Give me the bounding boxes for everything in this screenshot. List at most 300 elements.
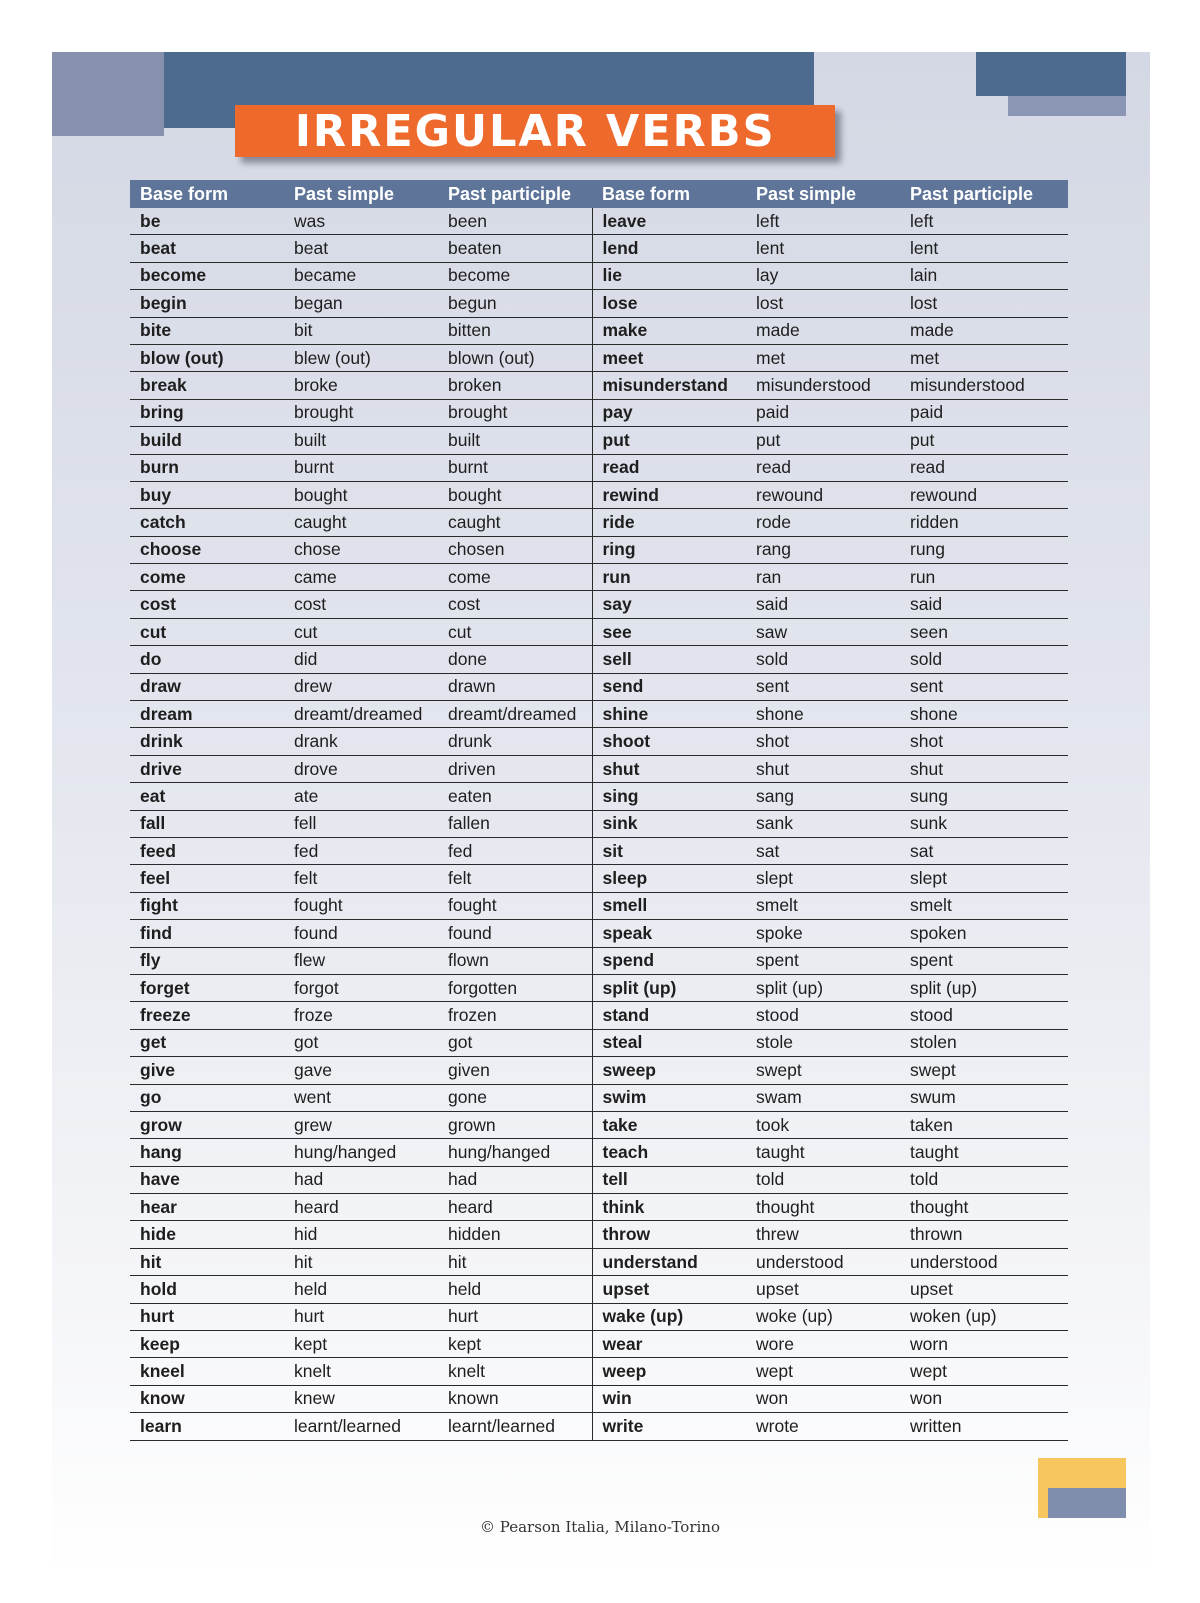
left-base-form-cell: know xyxy=(130,1385,284,1412)
left-past-participle-cell: chosen xyxy=(438,536,592,563)
left-past-participle-cell: eaten xyxy=(438,783,592,810)
right-past-participle-cell: woken (up) xyxy=(900,1303,1068,1330)
table-row xyxy=(130,290,1068,317)
table-row xyxy=(130,1166,1068,1193)
right-base-form-cell: lie xyxy=(592,262,746,289)
right-base-form-cell: wear xyxy=(592,1331,746,1358)
left-past-participle-cell: learnt/learned xyxy=(438,1413,592,1440)
left-base-form-cell: bring xyxy=(130,399,284,426)
table-row xyxy=(130,1303,1068,1330)
right-past-participle-cell: ridden xyxy=(900,509,1068,536)
right-past-simple-cell: rewound xyxy=(746,481,900,508)
right-base-form-cell: send xyxy=(592,673,746,700)
right-past-simple-cell: spoke xyxy=(746,920,900,947)
left-past-participle-cell: held xyxy=(438,1276,592,1303)
table-row xyxy=(130,262,1068,289)
table-row xyxy=(130,783,1068,810)
header-past-participle: Past participle xyxy=(438,180,592,208)
right-past-participle-cell: said xyxy=(900,591,1068,618)
left-past-participle-cell: hidden xyxy=(438,1221,592,1248)
table-row xyxy=(130,1194,1068,1221)
left-past-participle-cell: kept xyxy=(438,1331,592,1358)
left-base-form-cell: feel xyxy=(130,865,284,892)
left-base-form-cell: kneel xyxy=(130,1358,284,1385)
irregular-verbs-table xyxy=(130,180,1068,1441)
left-past-simple-cell: felt xyxy=(284,865,438,892)
decor-block-slate-left xyxy=(52,52,164,136)
right-past-participle-cell: run xyxy=(900,564,1068,591)
right-past-participle-cell: lent xyxy=(900,235,1068,262)
left-past-participle-cell: fought xyxy=(438,892,592,919)
right-base-form-cell: make xyxy=(592,317,746,344)
left-past-participle-cell: come xyxy=(438,564,592,591)
table-row xyxy=(130,454,1068,481)
left-base-form-cell: eat xyxy=(130,783,284,810)
left-base-form-cell: catch xyxy=(130,509,284,536)
right-base-form-cell: swim xyxy=(592,1084,746,1111)
right-past-simple-cell: left xyxy=(746,208,900,235)
right-past-simple-cell: sent xyxy=(746,673,900,700)
right-past-simple-cell: saw xyxy=(746,618,900,645)
table-row xyxy=(130,344,1068,371)
table-row xyxy=(130,728,1068,755)
left-past-participle-cell: frozen xyxy=(438,1002,592,1029)
table-row xyxy=(130,208,1068,235)
right-past-simple-cell: paid xyxy=(746,399,900,426)
left-base-form-cell: hear xyxy=(130,1194,284,1221)
left-past-participle-cell: grown xyxy=(438,1111,592,1138)
left-past-simple-cell: cut xyxy=(284,618,438,645)
right-past-simple-cell: wrote xyxy=(746,1413,900,1440)
left-past-simple-cell: got xyxy=(284,1029,438,1056)
right-past-simple-cell: lost xyxy=(746,290,900,317)
left-past-simple-cell: bought xyxy=(284,481,438,508)
table-row xyxy=(130,1221,1068,1248)
left-past-simple-cell: gave xyxy=(284,1057,438,1084)
left-base-form-cell: do xyxy=(130,646,284,673)
left-past-simple-cell: chose xyxy=(284,536,438,563)
right-past-simple-cell: spent xyxy=(746,947,900,974)
right-past-simple-cell: threw xyxy=(746,1221,900,1248)
left-base-form-cell: cost xyxy=(130,591,284,618)
left-base-form-cell: learn xyxy=(130,1413,284,1440)
right-past-participle-cell: taken xyxy=(900,1111,1068,1138)
right-base-form-cell: teach xyxy=(592,1139,746,1166)
table-row xyxy=(130,865,1068,892)
right-past-simple-cell: split (up) xyxy=(746,974,900,1001)
table-row xyxy=(130,837,1068,864)
table-row xyxy=(130,892,1068,919)
left-base-form-cell: go xyxy=(130,1084,284,1111)
right-base-form-cell: leave xyxy=(592,208,746,235)
left-past-simple-cell: froze xyxy=(284,1002,438,1029)
right-past-participle-cell: sent xyxy=(900,673,1068,700)
table-row xyxy=(130,591,1068,618)
left-base-form-cell: keep xyxy=(130,1331,284,1358)
left-base-form-cell: begin xyxy=(130,290,284,317)
left-base-form-cell: be xyxy=(130,208,284,235)
left-past-participle-cell: gone xyxy=(438,1084,592,1111)
left-past-simple-cell: was xyxy=(284,208,438,235)
left-past-participle-cell: knelt xyxy=(438,1358,592,1385)
table-row xyxy=(130,1057,1068,1084)
right-past-simple-cell: won xyxy=(746,1385,900,1412)
right-past-participle-cell: smelt xyxy=(900,892,1068,919)
right-base-form-cell: sell xyxy=(592,646,746,673)
left-past-participle-cell: built xyxy=(438,427,592,454)
right-past-participle-cell: sold xyxy=(900,646,1068,673)
right-base-form-cell: stand xyxy=(592,1002,746,1029)
header-past-simple: Past simple xyxy=(284,180,438,208)
left-past-simple-cell: fell xyxy=(284,810,438,837)
left-past-simple-cell: learnt/learned xyxy=(284,1413,438,1440)
left-past-participle-cell: given xyxy=(438,1057,592,1084)
header-base-form: Base form xyxy=(592,180,746,208)
right-past-simple-cell: upset xyxy=(746,1276,900,1303)
right-base-form-cell: upset xyxy=(592,1276,746,1303)
left-past-participle-cell: felt xyxy=(438,865,592,892)
left-past-participle-cell: flown xyxy=(438,947,592,974)
left-base-form-cell: get xyxy=(130,1029,284,1056)
right-past-participle-cell: slept xyxy=(900,865,1068,892)
table-row xyxy=(130,427,1068,454)
left-past-participle-cell: had xyxy=(438,1166,592,1193)
right-past-participle-cell: upset xyxy=(900,1276,1068,1303)
right-past-simple-cell: ran xyxy=(746,564,900,591)
right-past-participle-cell: lain xyxy=(900,262,1068,289)
left-past-participle-cell: beaten xyxy=(438,235,592,262)
left-past-participle-cell: fed xyxy=(438,837,592,864)
left-base-form-cell: hurt xyxy=(130,1303,284,1330)
left-past-participle-cell: drunk xyxy=(438,728,592,755)
left-past-simple-cell: kept xyxy=(284,1331,438,1358)
right-past-participle-cell: swept xyxy=(900,1057,1068,1084)
left-past-participle-cell: driven xyxy=(438,755,592,782)
right-past-participle-cell: left xyxy=(900,208,1068,235)
left-base-form-cell: break xyxy=(130,372,284,399)
right-base-form-cell: take xyxy=(592,1111,746,1138)
left-past-simple-cell: hid xyxy=(284,1221,438,1248)
left-past-participle-cell: cut xyxy=(438,618,592,645)
right-past-simple-cell: stole xyxy=(746,1029,900,1056)
left-past-simple-cell: did xyxy=(284,646,438,673)
left-past-participle-cell: hung/hanged xyxy=(438,1139,592,1166)
left-base-form-cell: hit xyxy=(130,1248,284,1275)
right-past-participle-cell: split (up) xyxy=(900,974,1068,1001)
left-past-participle-cell: hurt xyxy=(438,1303,592,1330)
right-base-form-cell: smell xyxy=(592,892,746,919)
right-base-form-cell: lose xyxy=(592,290,746,317)
left-past-simple-cell: hit xyxy=(284,1248,438,1275)
left-past-participle-cell: broken xyxy=(438,372,592,399)
right-past-simple-cell: shone xyxy=(746,701,900,728)
header-base-form: Base form xyxy=(130,180,284,208)
table-row xyxy=(130,810,1068,837)
left-base-form-cell: choose xyxy=(130,536,284,563)
left-past-participle-cell: brought xyxy=(438,399,592,426)
right-base-form-cell: weep xyxy=(592,1358,746,1385)
left-past-participle-cell: caught xyxy=(438,509,592,536)
left-past-simple-cell: forgot xyxy=(284,974,438,1001)
table-row xyxy=(130,1111,1068,1138)
right-base-form-cell: think xyxy=(592,1194,746,1221)
table-header-row xyxy=(130,180,1068,208)
table-row xyxy=(130,974,1068,1001)
right-past-simple-cell: slept xyxy=(746,865,900,892)
right-base-form-cell: wake (up) xyxy=(592,1303,746,1330)
right-past-simple-cell: sang xyxy=(746,783,900,810)
page-title: IRREGULAR VERBS xyxy=(294,105,776,157)
left-base-form-cell: fight xyxy=(130,892,284,919)
right-past-participle-cell: won xyxy=(900,1385,1068,1412)
title-banner xyxy=(235,105,835,157)
right-past-simple-cell: rode xyxy=(746,509,900,536)
left-past-simple-cell: came xyxy=(284,564,438,591)
right-past-participle-cell: stood xyxy=(900,1002,1068,1029)
left-past-simple-cell: cost xyxy=(284,591,438,618)
right-base-form-cell: shine xyxy=(592,701,746,728)
left-base-form-cell: feed xyxy=(130,837,284,864)
right-base-form-cell: sing xyxy=(592,783,746,810)
left-past-participle-cell: hit xyxy=(438,1248,592,1275)
left-base-form-cell: buy xyxy=(130,481,284,508)
right-past-simple-cell: said xyxy=(746,591,900,618)
left-past-simple-cell: caught xyxy=(284,509,438,536)
right-past-simple-cell: swam xyxy=(746,1084,900,1111)
left-past-simple-cell: had xyxy=(284,1166,438,1193)
right-base-form-cell: sweep xyxy=(592,1057,746,1084)
right-past-simple-cell: smelt xyxy=(746,892,900,919)
right-past-participle-cell: met xyxy=(900,344,1068,371)
table-row xyxy=(130,755,1068,782)
left-past-simple-cell: hung/hanged xyxy=(284,1139,438,1166)
right-past-simple-cell: understood xyxy=(746,1248,900,1275)
right-base-form-cell: tell xyxy=(592,1166,746,1193)
table-row xyxy=(130,399,1068,426)
right-base-form-cell: misunderstand xyxy=(592,372,746,399)
left-past-participle-cell: become xyxy=(438,262,592,289)
left-past-simple-cell: held xyxy=(284,1276,438,1303)
right-base-form-cell: pay xyxy=(592,399,746,426)
table-row xyxy=(130,1002,1068,1029)
right-past-simple-cell: swept xyxy=(746,1057,900,1084)
decor-block-slate-right xyxy=(1008,96,1126,116)
left-base-form-cell: dream xyxy=(130,701,284,728)
left-base-form-cell: drive xyxy=(130,755,284,782)
right-past-participle-cell: understood xyxy=(900,1248,1068,1275)
left-base-form-cell: beat xyxy=(130,235,284,262)
table-row xyxy=(130,481,1068,508)
right-base-form-cell: win xyxy=(592,1385,746,1412)
right-base-form-cell: understand xyxy=(592,1248,746,1275)
table-row xyxy=(130,509,1068,536)
left-past-simple-cell: became xyxy=(284,262,438,289)
right-past-simple-cell: made xyxy=(746,317,900,344)
left-past-participle-cell: heard xyxy=(438,1194,592,1221)
table-row xyxy=(130,920,1068,947)
right-past-participle-cell: misunderstood xyxy=(900,372,1068,399)
right-past-simple-cell: met xyxy=(746,344,900,371)
copyright-footer: © Pearson Italia, Milano-Torino xyxy=(480,1518,720,1536)
right-past-participle-cell: worn xyxy=(900,1331,1068,1358)
left-past-simple-cell: drank xyxy=(284,728,438,755)
right-past-simple-cell: wept xyxy=(746,1358,900,1385)
left-past-simple-cell: ate xyxy=(284,783,438,810)
right-past-participle-cell: stolen xyxy=(900,1029,1068,1056)
table-row xyxy=(130,317,1068,344)
right-past-simple-cell: lent xyxy=(746,235,900,262)
right-base-form-cell: meet xyxy=(592,344,746,371)
left-past-participle-cell: been xyxy=(438,208,592,235)
left-past-simple-cell: drew xyxy=(284,673,438,700)
left-base-form-cell: give xyxy=(130,1057,284,1084)
left-base-form-cell: come xyxy=(130,564,284,591)
table-row xyxy=(130,673,1068,700)
right-past-participle-cell: sat xyxy=(900,837,1068,864)
right-base-form-cell: shut xyxy=(592,755,746,782)
left-past-participle-cell: begun xyxy=(438,290,592,317)
table-row xyxy=(130,1413,1068,1440)
table-row xyxy=(130,1248,1068,1275)
right-past-simple-cell: woke (up) xyxy=(746,1303,900,1330)
right-past-participle-cell: seen xyxy=(900,618,1068,645)
right-past-participle-cell: made xyxy=(900,317,1068,344)
table-row xyxy=(130,1358,1068,1385)
right-past-participle-cell: shone xyxy=(900,701,1068,728)
left-past-simple-cell: built xyxy=(284,427,438,454)
table-row xyxy=(130,947,1068,974)
left-past-participle-cell: cost xyxy=(438,591,592,618)
right-base-form-cell: say xyxy=(592,591,746,618)
left-past-simple-cell: beat xyxy=(284,235,438,262)
right-past-participle-cell: written xyxy=(900,1413,1068,1440)
right-past-participle-cell: taught xyxy=(900,1139,1068,1166)
table-row xyxy=(130,372,1068,399)
left-base-form-cell: blow (out) xyxy=(130,344,284,371)
right-past-participle-cell: sung xyxy=(900,783,1068,810)
table-row xyxy=(130,536,1068,563)
right-base-form-cell: lend xyxy=(592,235,746,262)
right-past-participle-cell: lost xyxy=(900,290,1068,317)
right-past-simple-cell: stood xyxy=(746,1002,900,1029)
right-past-participle-cell: rewound xyxy=(900,481,1068,508)
left-past-participle-cell: forgotten xyxy=(438,974,592,1001)
left-base-form-cell: draw xyxy=(130,673,284,700)
right-base-form-cell: run xyxy=(592,564,746,591)
left-past-participle-cell: found xyxy=(438,920,592,947)
left-base-form-cell: cut xyxy=(130,618,284,645)
left-past-participle-cell: burnt xyxy=(438,454,592,481)
right-past-simple-cell: sat xyxy=(746,837,900,864)
decor-block-navy-right xyxy=(976,52,1126,96)
left-past-simple-cell: drove xyxy=(284,755,438,782)
left-past-simple-cell: went xyxy=(284,1084,438,1111)
left-past-participle-cell: got xyxy=(438,1029,592,1056)
right-past-simple-cell: thought xyxy=(746,1194,900,1221)
right-past-simple-cell: put xyxy=(746,427,900,454)
left-past-simple-cell: knew xyxy=(284,1385,438,1412)
right-past-simple-cell: sank xyxy=(746,810,900,837)
right-past-participle-cell: paid xyxy=(900,399,1068,426)
right-past-participle-cell: sunk xyxy=(900,810,1068,837)
left-base-form-cell: freeze xyxy=(130,1002,284,1029)
right-past-participle-cell: spoken xyxy=(900,920,1068,947)
right-past-participle-cell: spent xyxy=(900,947,1068,974)
right-past-simple-cell: sold xyxy=(746,646,900,673)
left-past-participle-cell: known xyxy=(438,1385,592,1412)
left-base-form-cell: hold xyxy=(130,1276,284,1303)
right-past-simple-cell: taught xyxy=(746,1139,900,1166)
left-past-simple-cell: broke xyxy=(284,372,438,399)
right-base-form-cell: steal xyxy=(592,1029,746,1056)
right-past-participle-cell: put xyxy=(900,427,1068,454)
right-past-simple-cell: told xyxy=(746,1166,900,1193)
table-row xyxy=(130,1385,1068,1412)
right-base-form-cell: ride xyxy=(592,509,746,536)
left-base-form-cell: become xyxy=(130,262,284,289)
left-base-form-cell: bite xyxy=(130,317,284,344)
right-past-simple-cell: lay xyxy=(746,262,900,289)
left-past-participle-cell: blown (out) xyxy=(438,344,592,371)
table-row xyxy=(130,235,1068,262)
table-row xyxy=(130,1276,1068,1303)
left-base-form-cell: hide xyxy=(130,1221,284,1248)
left-past-simple-cell: bit xyxy=(284,317,438,344)
right-base-form-cell: shoot xyxy=(592,728,746,755)
decor-block-slate-bottom xyxy=(1048,1488,1126,1518)
left-base-form-cell: hang xyxy=(130,1139,284,1166)
left-base-form-cell: have xyxy=(130,1166,284,1193)
right-past-participle-cell: thought xyxy=(900,1194,1068,1221)
left-past-simple-cell: fed xyxy=(284,837,438,864)
left-base-form-cell: drink xyxy=(130,728,284,755)
right-base-form-cell: throw xyxy=(592,1221,746,1248)
right-past-participle-cell: rung xyxy=(900,536,1068,563)
right-past-participle-cell: swum xyxy=(900,1084,1068,1111)
right-past-simple-cell: misunderstood xyxy=(746,372,900,399)
right-base-form-cell: rewind xyxy=(592,481,746,508)
header-past-participle: Past participle xyxy=(900,180,1068,208)
left-base-form-cell: forget xyxy=(130,974,284,1001)
right-past-participle-cell: thrown xyxy=(900,1221,1068,1248)
header-past-simple: Past simple xyxy=(746,180,900,208)
left-base-form-cell: fly xyxy=(130,947,284,974)
right-base-form-cell: spend xyxy=(592,947,746,974)
right-base-form-cell: speak xyxy=(592,920,746,947)
left-past-simple-cell: brought xyxy=(284,399,438,426)
right-base-form-cell: split (up) xyxy=(592,974,746,1001)
left-past-simple-cell: found xyxy=(284,920,438,947)
table-row xyxy=(130,646,1068,673)
right-base-form-cell: sit xyxy=(592,837,746,864)
right-past-simple-cell: shut xyxy=(746,755,900,782)
left-past-simple-cell: hurt xyxy=(284,1303,438,1330)
left-past-simple-cell: began xyxy=(284,290,438,317)
left-base-form-cell: burn xyxy=(130,454,284,481)
left-past-participle-cell: bitten xyxy=(438,317,592,344)
left-past-simple-cell: knelt xyxy=(284,1358,438,1385)
right-base-form-cell: write xyxy=(592,1413,746,1440)
left-base-form-cell: build xyxy=(130,427,284,454)
left-past-simple-cell: grew xyxy=(284,1111,438,1138)
table-row xyxy=(130,564,1068,591)
right-base-form-cell: read xyxy=(592,454,746,481)
right-base-form-cell: ring xyxy=(592,536,746,563)
right-base-form-cell: sleep xyxy=(592,865,746,892)
right-base-form-cell: see xyxy=(592,618,746,645)
right-past-participle-cell: read xyxy=(900,454,1068,481)
left-past-simple-cell: flew xyxy=(284,947,438,974)
